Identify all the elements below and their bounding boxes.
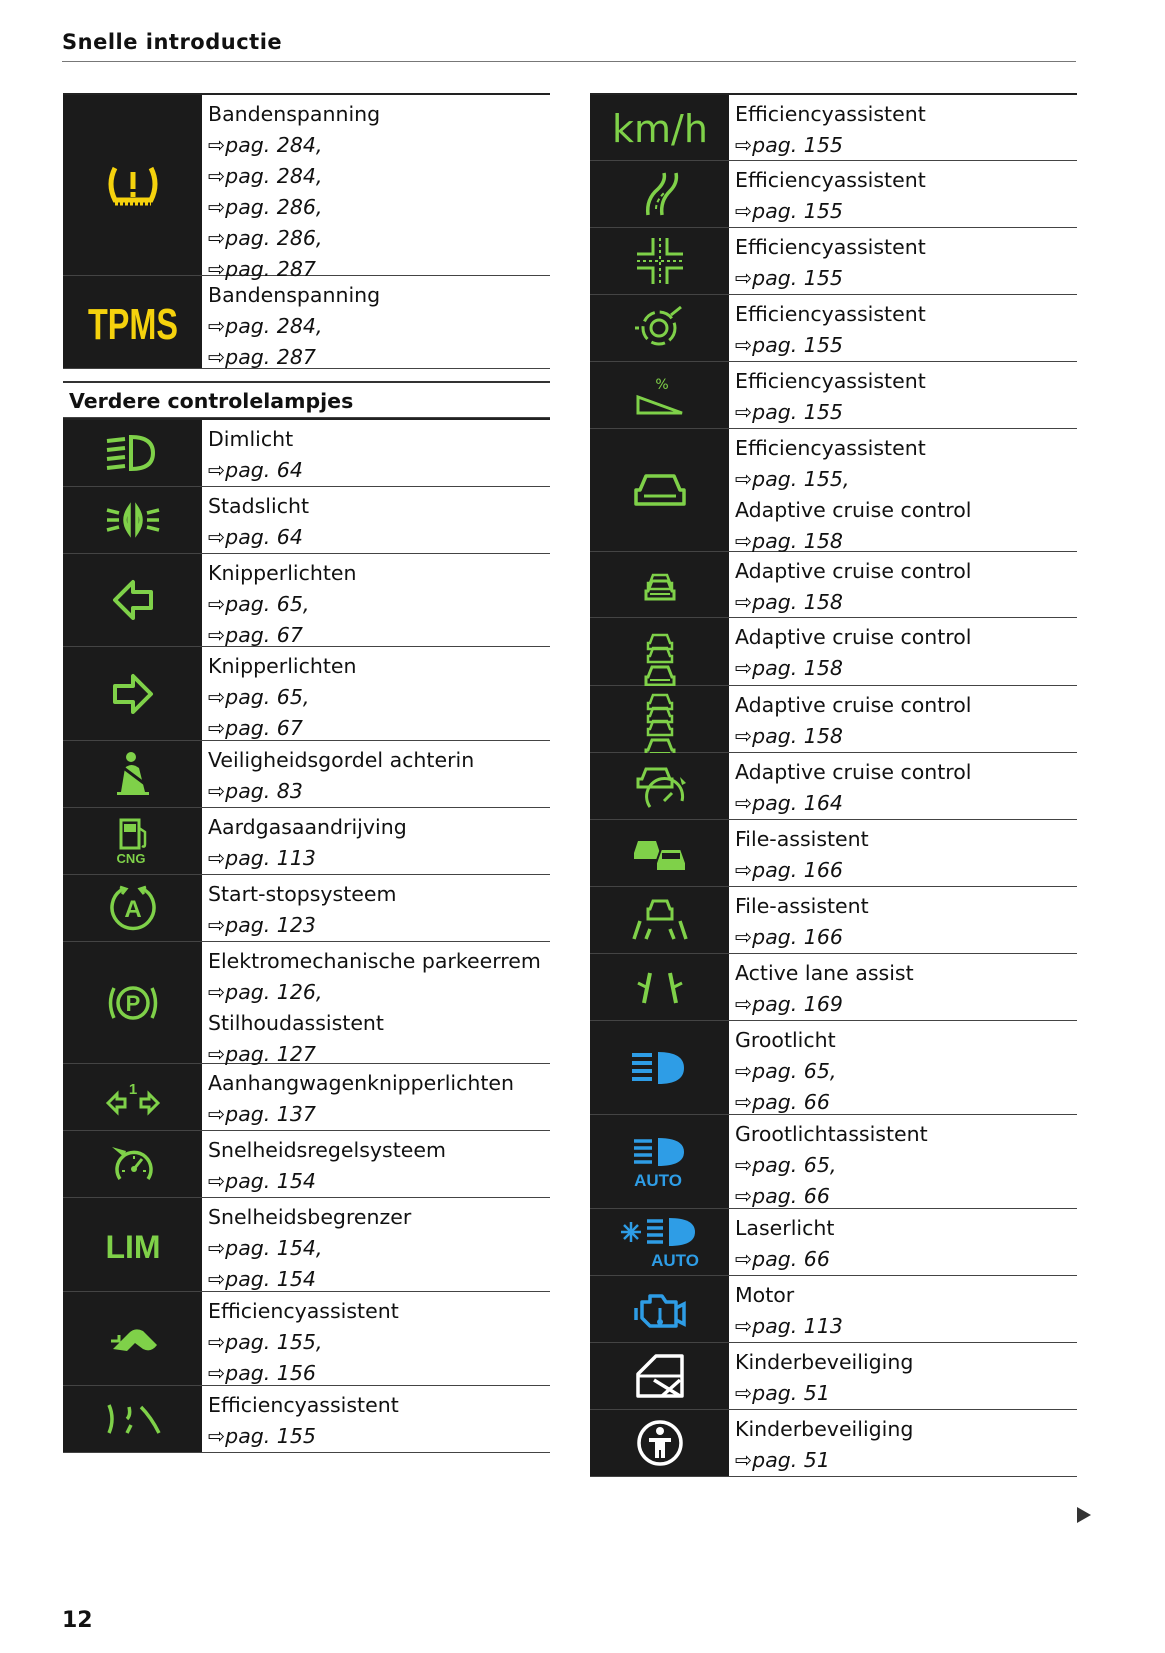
indicator-label: Motor xyxy=(735,1283,795,1307)
parking-light-icon xyxy=(63,487,202,553)
table-row xyxy=(590,1021,1077,1115)
indicator-label: Efficiencyassistent xyxy=(735,369,926,393)
indicator-label: Efficiencyassistent xyxy=(208,1299,399,1323)
table-row xyxy=(590,686,1077,753)
indicator-label: Adaptive cruise control xyxy=(735,625,972,649)
indicator-description xyxy=(729,228,1077,294)
page-reference-link[interactable]: ⇨pag. 123 xyxy=(208,913,316,937)
indicator-description xyxy=(729,552,1077,617)
kmh-icon xyxy=(590,95,729,160)
indicator-description xyxy=(729,161,1077,227)
curvy-road-icon xyxy=(590,161,729,227)
indicator-description xyxy=(202,1386,550,1452)
indicator-label: Adaptive cruise control xyxy=(735,693,972,717)
roundabout-icon xyxy=(590,295,729,361)
indicator-description xyxy=(729,295,1077,361)
indicator-description xyxy=(729,1276,1077,1342)
indicator-description xyxy=(729,753,1077,819)
page-reference-link[interactable]: ⇨pag. 64 xyxy=(208,525,303,549)
page-reference-link[interactable]: ⇨pag. 126, xyxy=(208,980,323,1004)
page-reference-link[interactable]: ⇨pag. 158 xyxy=(735,529,843,553)
indicator-description xyxy=(202,741,550,807)
right-table xyxy=(590,93,1077,1477)
table-row xyxy=(590,93,1077,161)
table-row xyxy=(63,487,550,554)
table-row xyxy=(590,618,1077,686)
table-row xyxy=(590,429,1077,552)
page-reference-link[interactable]: ⇨pag. 155, xyxy=(208,1330,323,1354)
indicator-label: Laserlicht xyxy=(735,1216,835,1240)
indicator-description xyxy=(729,1343,1077,1409)
indicator-label: Efficiencyassistent xyxy=(735,168,926,192)
svg-text:P: P xyxy=(125,990,140,1016)
page-reference-link[interactable]: ⇨pag. 286, xyxy=(208,195,323,219)
page-reference-link[interactable]: ⇨pag. 65, xyxy=(735,1153,837,1177)
page-reference-link[interactable]: ⇨pag. 66 xyxy=(735,1184,830,1208)
child-lock-icon xyxy=(590,1410,729,1476)
table-row xyxy=(63,1131,550,1198)
low-beam-icon xyxy=(63,420,202,486)
acc-distance-1-icon xyxy=(590,552,729,617)
page-reference-link[interactable]: ⇨pag. 65, xyxy=(208,592,310,616)
traffic-jam-icon xyxy=(590,820,729,886)
page-reference-link[interactable]: ⇨pag. 166 xyxy=(735,858,843,882)
indicator-label: Aanhangwagenknipperlichten xyxy=(208,1071,515,1095)
table-row xyxy=(590,1410,1077,1477)
tpms-text-icon xyxy=(63,276,202,368)
indicator-label: File-assistent xyxy=(735,894,869,918)
indicator-label: Snelheidsbegrenzer xyxy=(208,1205,412,1229)
indicator-description xyxy=(202,647,550,740)
indicator-description xyxy=(729,362,1077,428)
table-row xyxy=(590,552,1077,618)
svg-text:%: % xyxy=(654,377,669,393)
table-row xyxy=(590,295,1077,362)
page-reference-link[interactable]: ⇨pag. 154 xyxy=(208,1169,316,1193)
page-number: 12 xyxy=(62,1608,93,1633)
page-reference-link[interactable]: ⇨pag. 113 xyxy=(208,846,316,870)
laser-light-icon xyxy=(590,1209,729,1275)
table-row xyxy=(590,362,1077,429)
page-reference-link[interactable]: ⇨pag. 158 xyxy=(735,724,843,748)
table-row xyxy=(63,808,550,875)
table-row xyxy=(63,418,550,487)
page-reference-link[interactable]: ⇨pag. 155 xyxy=(735,133,843,157)
incline-icon xyxy=(590,362,729,428)
right-column xyxy=(590,93,1077,1477)
table-row xyxy=(590,1276,1077,1343)
indicator-description xyxy=(202,1292,550,1385)
indicator-label: Snelheidsregelsysteem xyxy=(208,1138,446,1162)
indicator-description xyxy=(202,1198,550,1291)
table-row xyxy=(63,1064,550,1131)
section-title: Verdere controlelampjes xyxy=(63,381,550,418)
indicator-label: Efficiencyassistent xyxy=(735,102,926,126)
page-reference-link[interactable]: ⇨pag. 67 xyxy=(208,623,303,647)
table-row xyxy=(63,1292,550,1386)
page-reference-link[interactable]: ⇨pag. 64 xyxy=(208,458,303,482)
indicator-label: Knipperlichten xyxy=(208,654,357,678)
indicator-label: Adaptive cruise control xyxy=(735,498,972,522)
page-reference-link[interactable]: ⇨pag. 158 xyxy=(735,656,843,680)
table-row xyxy=(63,93,550,281)
acc-distance-3-icon xyxy=(590,686,729,752)
child-lock-window-icon xyxy=(590,1343,729,1409)
indicator-description xyxy=(729,820,1077,886)
engine-icon xyxy=(590,1276,729,1342)
svg-text:TPMS: TPMS xyxy=(87,300,178,349)
indicator-description xyxy=(202,554,550,646)
table-row xyxy=(590,753,1077,820)
table-row xyxy=(590,1343,1077,1410)
page-reference-link[interactable]: ⇨pag. 155 xyxy=(735,266,843,290)
svg-text:AUTO: AUTO xyxy=(633,1170,682,1190)
page-reference-link[interactable]: ⇨pag. 284, xyxy=(208,314,323,338)
indicator-description xyxy=(202,808,550,874)
table-row xyxy=(63,1386,550,1453)
indicator-label: Knipperlichten xyxy=(208,561,357,585)
acc-distance-2-icon xyxy=(590,618,729,685)
indicator-description xyxy=(729,1021,1077,1114)
table-row xyxy=(590,954,1077,1021)
indicator-description xyxy=(729,887,1077,953)
turn-left-icon xyxy=(63,554,202,646)
indicator-label: Grootlicht xyxy=(735,1028,836,1052)
indicator-label: Efficiencyassistent xyxy=(208,1393,399,1417)
traffic-jam-lane-icon xyxy=(590,887,729,953)
next-page-arrow-icon xyxy=(1077,1507,1091,1523)
indicator-label: Stadslicht xyxy=(208,494,309,518)
indicator-label: Kinderbeveiliging xyxy=(735,1350,914,1374)
cng-icon xyxy=(63,808,202,874)
indicator-label: Kinderbeveiliging xyxy=(735,1417,914,1441)
indicator-description xyxy=(729,954,1077,1020)
left-column xyxy=(63,93,550,1453)
page-reference-link[interactable]: ⇨pag. 155 xyxy=(735,333,843,357)
svg-text:AUTO: AUTO xyxy=(650,1251,699,1270)
table-row xyxy=(63,1198,550,1292)
page-reference-link[interactable]: ⇨pag. 155, xyxy=(735,467,850,491)
table-row xyxy=(590,1209,1077,1276)
table-row xyxy=(63,647,550,741)
rear-seatbelt-icon xyxy=(63,741,202,807)
page-reference-link[interactable]: ⇨pag. 155 xyxy=(735,400,843,424)
page-reference-link[interactable]: ⇨pag. 284, xyxy=(208,164,323,188)
page-reference-link[interactable]: ⇨pag. 137 xyxy=(208,1102,316,1126)
table-row xyxy=(63,942,550,1064)
cruise-control-icon xyxy=(63,1131,202,1197)
page-reference-link[interactable]: ⇨pag. 113 xyxy=(735,1314,843,1338)
table-row xyxy=(590,161,1077,228)
table-row xyxy=(590,820,1077,887)
header-divider xyxy=(62,61,1076,62)
page-reference-link[interactable]: ⇨pag. 287 xyxy=(208,257,316,281)
indicator-description xyxy=(202,942,550,1066)
speed-limiter-icon xyxy=(63,1198,202,1291)
indicator-label: Efficiencyassistent xyxy=(735,235,926,259)
page-reference-link[interactable]: ⇨pag. 66 xyxy=(735,1247,830,1271)
page-reference-link[interactable]: ⇨pag. 156 xyxy=(208,1361,316,1385)
page-reference-link[interactable]: ⇨pag. 286, xyxy=(208,226,323,250)
page-reference-link[interactable]: ⇨pag. 154 xyxy=(208,1267,316,1291)
indicator-description xyxy=(202,1064,550,1130)
indicator-description xyxy=(202,1131,550,1197)
indicator-description xyxy=(729,1115,1077,1208)
page-reference-link[interactable]: ⇨pag. 65, xyxy=(735,1059,837,1083)
left-top-table xyxy=(63,93,550,369)
indicator-label: Efficiencyassistent xyxy=(735,302,926,326)
indicator-label: Stilhoudassistent xyxy=(208,1011,384,1035)
indicator-label: Bandenspanning xyxy=(208,283,381,307)
indicator-label: Adaptive cruise control xyxy=(735,559,972,583)
page-reference-link[interactable]: ⇨pag. 158 xyxy=(735,590,843,614)
trailer-indicator-icon xyxy=(63,1064,202,1130)
high-beam-auto-icon xyxy=(590,1115,729,1208)
svg-text:A: A xyxy=(123,896,142,923)
svg-text:LIM: LIM xyxy=(104,1228,161,1265)
car-ahead-icon xyxy=(590,429,729,551)
page-reference-link[interactable]: ⇨pag. 166 xyxy=(735,925,843,949)
indicator-description xyxy=(729,95,1077,160)
indicator-description xyxy=(202,420,550,486)
table-row xyxy=(63,554,550,647)
indicator-label: Dimlicht xyxy=(208,427,294,451)
page-reference-link[interactable]: ⇨pag. 66 xyxy=(735,1090,830,1114)
indicator-description xyxy=(729,618,1077,685)
page-reference-link[interactable]: ⇨pag. 155 xyxy=(208,1424,316,1448)
indicator-description xyxy=(202,487,550,553)
page-reference-link[interactable]: ⇨pag. 284, xyxy=(208,133,323,157)
indicator-description xyxy=(202,95,550,281)
table-row xyxy=(590,228,1077,295)
indicator-description xyxy=(729,1209,1077,1275)
indicator-label: File-assistent xyxy=(735,827,869,851)
indicator-description xyxy=(729,1410,1077,1476)
svg-text:1: 1 xyxy=(128,1081,137,1098)
svg-text:CNG: CNG xyxy=(116,851,145,866)
page-reference-link[interactable]: ⇨pag. 65, xyxy=(208,685,310,709)
svg-text:km/h: km/h xyxy=(611,106,708,151)
indicator-label: Efficiencyassistent xyxy=(735,436,926,460)
lane-assist-icon xyxy=(590,954,729,1020)
high-beam-icon xyxy=(590,1021,729,1114)
table-row xyxy=(590,1115,1077,1209)
parking-brake-icon xyxy=(63,942,202,1063)
table-row xyxy=(63,875,550,942)
table-row xyxy=(63,276,550,369)
left-bottom-table xyxy=(63,418,550,1453)
page-reference-link[interactable]: ⇨pag. 154, xyxy=(208,1236,323,1260)
indicator-label: Aardgasaandrijving xyxy=(208,815,407,839)
page-header-title: Snelle introductie xyxy=(62,30,283,54)
indicator-description xyxy=(202,875,550,941)
indicator-description xyxy=(729,686,1077,752)
page-reference-link[interactable]: ⇨pag. 51 xyxy=(735,1448,830,1472)
indicator-label: Active lane assist xyxy=(735,961,914,985)
efficiency-curve-icon xyxy=(63,1386,202,1452)
table-row xyxy=(590,887,1077,954)
indicator-label: Elektromechanische parkeerrem xyxy=(208,949,541,973)
page-reference-link[interactable]: ⇨pag. 169 xyxy=(735,992,843,1016)
indicator-label: Bandenspanning xyxy=(208,102,381,126)
page-reference-link[interactable]: ⇨pag. 127 xyxy=(208,1042,316,1066)
table-row xyxy=(63,741,550,808)
indicator-label: Adaptive cruise control xyxy=(735,760,972,784)
indicator-label: Start-stopsysteem xyxy=(208,882,397,906)
indicator-label: Veiligheidsgordel achterin xyxy=(208,748,475,772)
page-reference-link[interactable]: ⇨pag. 83 xyxy=(208,779,303,803)
page-reference-link[interactable]: ⇨pag. 155 xyxy=(735,199,843,223)
indicator-description xyxy=(729,429,1077,551)
start-stop-icon xyxy=(63,875,202,941)
page-reference-link[interactable]: ⇨pag. 287 xyxy=(208,345,316,369)
indicator-description xyxy=(202,276,550,368)
page-reference-link[interactable]: ⇨pag. 67 xyxy=(208,716,303,740)
page-reference-link[interactable]: ⇨pag. 164 xyxy=(735,791,843,815)
turn-right-icon xyxy=(63,647,202,740)
tpms-warning-icon xyxy=(63,95,202,275)
intersection-icon xyxy=(590,228,729,294)
indicator-label: Grootlichtassistent xyxy=(735,1122,928,1146)
acc-speedometer-icon xyxy=(590,753,729,819)
page-reference-link[interactable]: ⇨pag. 51 xyxy=(735,1381,830,1405)
efficiency-exit-icon xyxy=(63,1292,202,1385)
